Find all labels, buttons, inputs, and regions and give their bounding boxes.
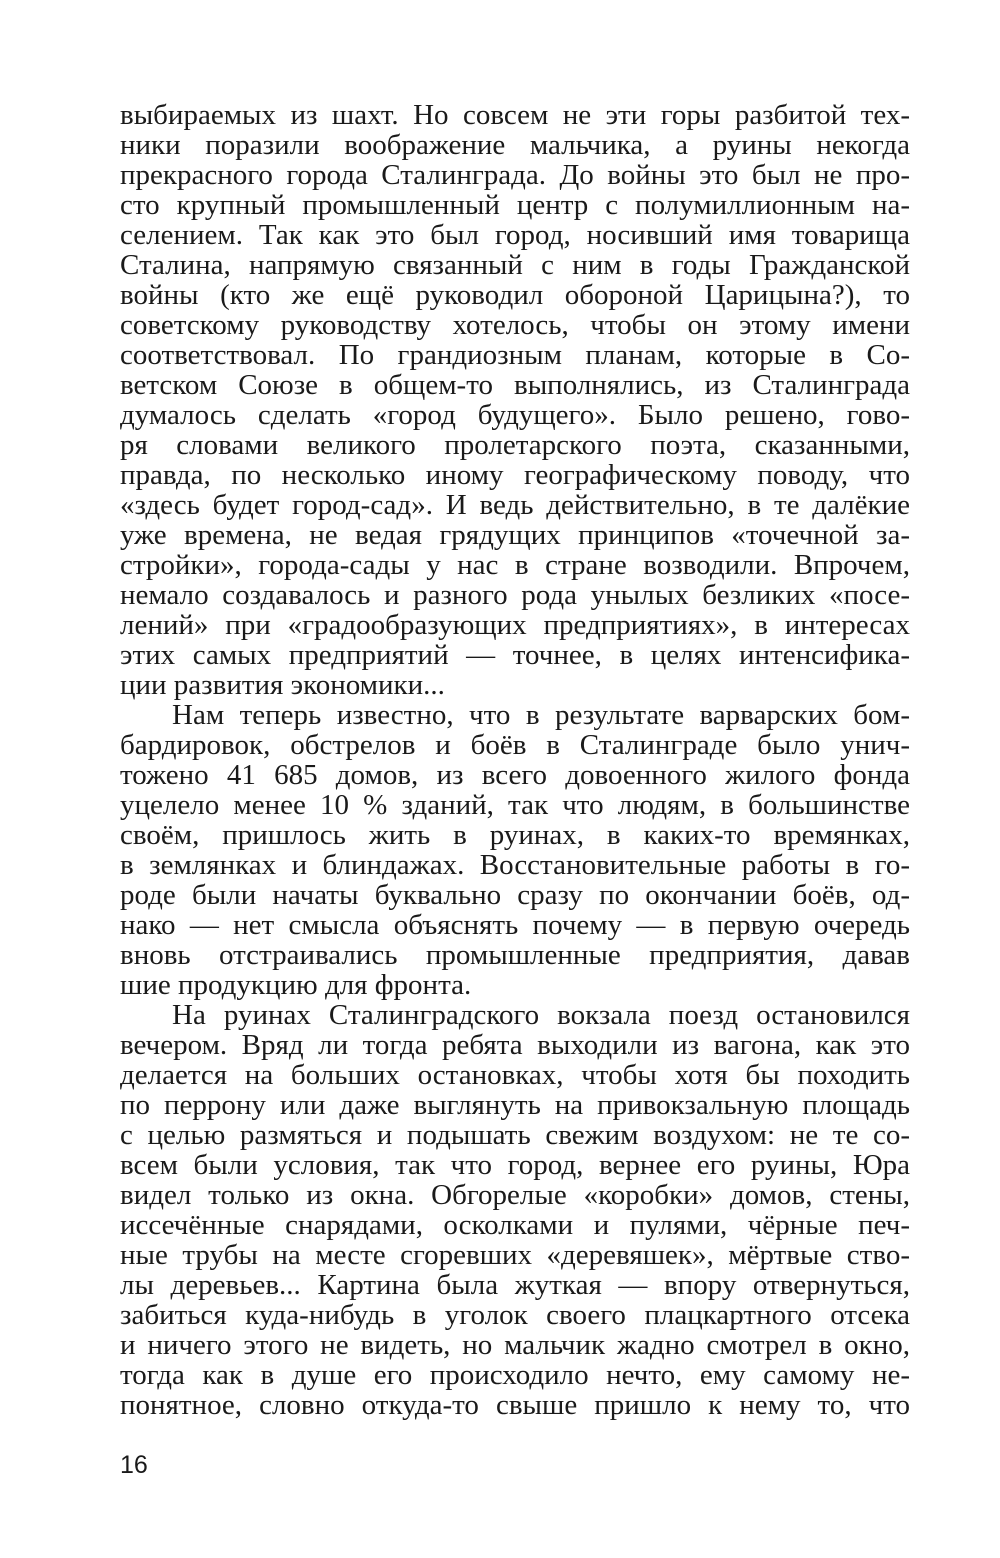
text-line: вечером. Вряд ли тогда ребята выходили из вагона, как это <box>120 1029 910 1061</box>
text-line: тожено 41 685 домов, из всего довоенного жилого фонда <box>120 759 910 791</box>
text-line: лений» при «градообразующих предприятиях», в интересах <box>120 609 910 641</box>
text-line: прекрасного города Сталинграда. До войны это был не про- <box>120 159 910 191</box>
text-line: понятное, словно откуда-то свыше пришло к нему то, что <box>120 1389 910 1421</box>
text-line: иссечённые снарядами, осколками и пулями, чёрные печ- <box>120 1209 910 1241</box>
text-line: ники поразили воображение мальчика, а руины некогда <box>120 129 910 161</box>
text-line: этих самых предприятий — точнее, в целях интенсифика- <box>120 639 910 671</box>
text-line: На руинах Сталинградского вокзала поезд остановился <box>172 999 910 1031</box>
text-line: с целью размяться и подышать свежим воздухом: не те со- <box>120 1119 910 1151</box>
text-line: соответствовал. По грандиозным планам, которые в Со- <box>120 339 910 371</box>
text-line: по перрону или даже выглянуть на привокзальную площадь <box>120 1089 910 1121</box>
text-line: советскому руководству хотелось, чтобы он этому имени <box>120 309 910 341</box>
text-line: Нам теперь известно, что в результате варварских бом- <box>172 699 910 731</box>
text-line: думалось сделать «город будущего». Было решено, гово- <box>120 399 910 431</box>
text-line: шие продукцию для фронта. <box>120 969 472 1001</box>
text-line: ветском Союзе в общем-то выполнялись, из Сталинграда <box>120 369 910 401</box>
text-line: видел только из окна. Обгорелые «коробки» домов, стены, <box>120 1179 910 1211</box>
body-text <box>120 100 910 1420</box>
text-line: немало создавалось и разного рода унылых безликих «посе- <box>120 579 910 611</box>
text-line: войны (кто же ещё руководил обороной Царицына?), то <box>120 279 910 311</box>
text-line: Сталина, напрямую связанный с ним в годы Гражданской <box>120 249 910 281</box>
text-line: правда, по несколько иному географическому поводу, что <box>120 459 910 491</box>
text-line: в землянках и блиндажах. Восстановительные работы в го- <box>120 849 910 881</box>
text-line: селением. Так как это был город, носивший имя товарища <box>120 219 910 251</box>
text-line: ря словами великого пролетарского поэта, сказанными, <box>120 429 910 461</box>
text-line: стройки», города-сады у нас в стране возводили. Впрочем, <box>120 549 910 581</box>
text-line: «здесь будет город-сад». И ведь действительно, в те далёкие <box>120 489 910 521</box>
text-line: сто крупный промышленный центр с полумиллионным на- <box>120 189 910 221</box>
text-line: уже времена, не ведая грядущих принципов «точечной за- <box>120 519 910 551</box>
text-line: уцелело менее 10 % зданий, так что людям, в большинстве <box>120 789 910 821</box>
text-line: ции развития экономики... <box>120 669 445 701</box>
text-line: выбираемых из шахт. Но совсем не эти горы разбитой тех- <box>120 99 910 131</box>
text-line: своём, пришлось жить в руинах, в каких-то времянках, <box>120 819 910 851</box>
text-line: всем были условия, так что город, вернее его руины, Юра <box>120 1149 910 1181</box>
text-line: роде были начаты буквально сразу по окончании боёв, од- <box>120 879 910 911</box>
paragraph-3 <box>120 1000 910 1420</box>
page-number: 16 <box>120 1451 148 1479</box>
text-line: тогда как в душе его происходило нечто, ему самому не- <box>120 1359 910 1391</box>
text-line: и ничего этого не видеть, но мальчик жадно смотрел в окно, <box>120 1329 910 1361</box>
text-line: забиться куда-нибудь в уголок своего плацкартного отсека <box>120 1299 910 1331</box>
paragraph-1 <box>120 100 910 700</box>
text-line: нако — нет смысла объяснять почему — в первую очередь <box>120 909 910 941</box>
text-line: делается на больших остановках, чтобы хотя бы походить <box>120 1059 910 1091</box>
text-line: вновь отстраивались промышленные предприятия, давав <box>120 939 910 971</box>
text-line: ные трубы на месте сгоревших «деревяшек», мёртвые ство- <box>120 1239 910 1271</box>
text-line: лы деревьев... Картина была жуткая — впору отвернуться, <box>120 1269 910 1301</box>
text-line: бардировок, обстрелов и боёв в Сталинграде было унич- <box>120 729 910 761</box>
paragraph-2 <box>120 700 910 1000</box>
